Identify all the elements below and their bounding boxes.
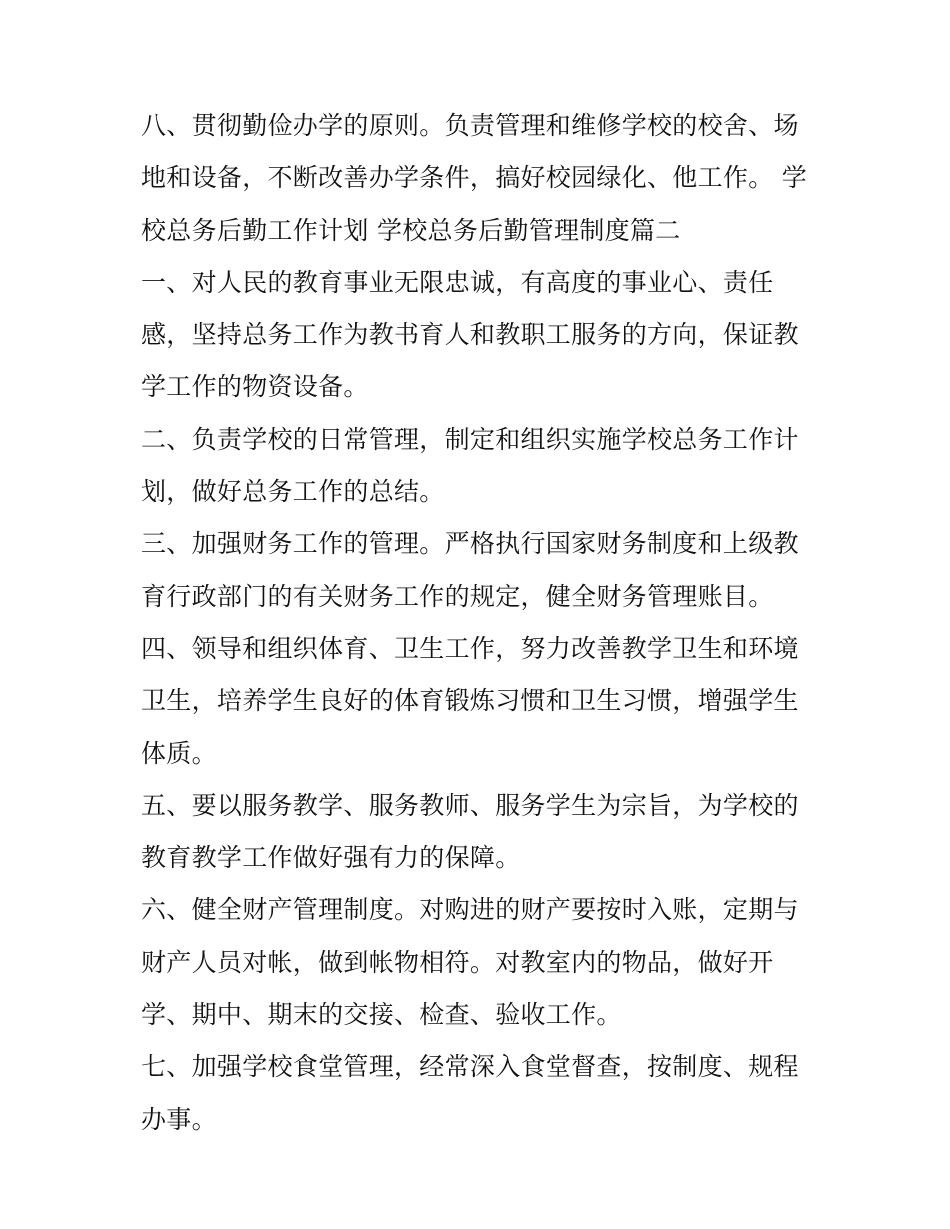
paragraph-3: 三、加强财务工作的管理。严格执行国家财务制度和上级教育行政部门的有关财务工作的规定，健全财务管理账目。 <box>141 529 799 611</box>
document-body <box>141 100 813 1146</box>
paragraph-8: 八、贯彻勤俭办学的原则。负责管理和维修学校的校舍、场地和设备，不断改善办学条件，搞好校园绿化、他工作。 学校总务后勤工作计划 学校总务后勤管理制度篇二 <box>141 111 808 245</box>
paragraph-4: 四、领导和组织体育、卫生工作，努力改善教学卫生和环境卫生，培养学生良好的体育锻炼习惯和卫生习惯，增强学生体质。 <box>141 633 799 768</box>
paragraph-1: 一、对人民的教育事业无限忠诚，有高度的事业心、责任感，坚持总务工作为教书育人和教职工服务的方向，保证教学工作的物资设备。 <box>141 267 799 402</box>
paragraph-6: 六、健全财产管理制度。对购进的财产要按时入账，定期与财产人员对帐，做到帐物相符。对教室内的物品，做好开学、期中、期末的交接、检查、验收工作。 <box>141 895 799 1030</box>
paragraph-5: 五、要以服务教学、服务教师、服务学生为宗旨，为学校的教育教学工作做好强有力的保障。 <box>141 790 799 873</box>
paragraph-7: 七、加强学校食堂管理，经常深入食堂督查，按制度、规程办事。 <box>141 1052 799 1134</box>
paragraph-2: 二、负责学校的日常管理，制定和组织实施学校总务工作计划，做好总务工作的总结。 <box>141 424 799 507</box>
